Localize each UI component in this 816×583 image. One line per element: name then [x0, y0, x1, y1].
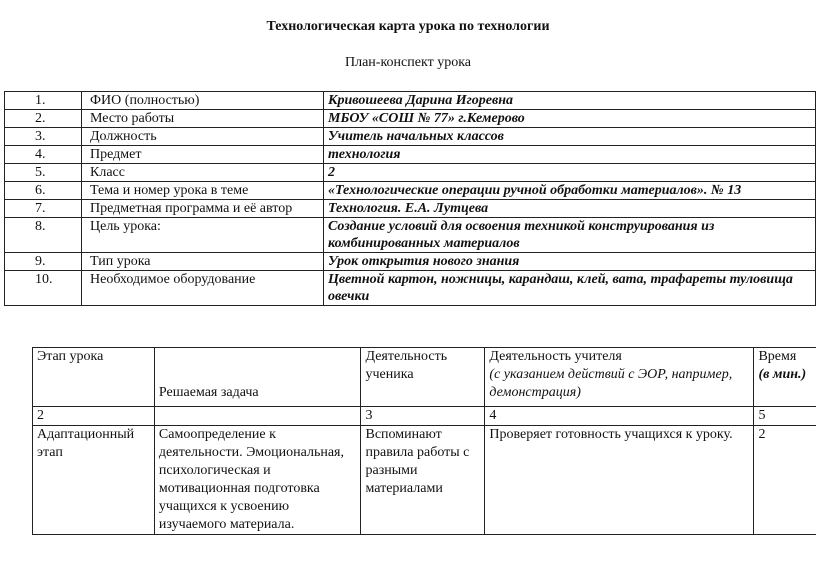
teacher-cell: Проверяет готовность учащихся к уроку. — [485, 426, 754, 535]
number-cell: 4 — [485, 407, 754, 426]
info-value: «Технологические операции ручной обработки материалов». № 13 — [324, 182, 816, 200]
info-number: 1. — [5, 92, 82, 110]
info-value: МБОУ «СОШ № 77» г.Кемерово — [324, 110, 816, 128]
header-teacher-note: (с указанием действий с ЭОР, например, демонстрация) — [489, 367, 733, 400]
lesson-number-row — [33, 407, 816, 426]
header-time: Время (в мин.) — [754, 348, 816, 407]
task-cell: Самоопределение к деятельности. Эмоциональная, психологическая и мотивационная подготовка учащихся к усвоению изучаемого материала. — [154, 426, 361, 535]
info-row — [5, 110, 816, 128]
info-value: Урок открытия нового знания — [324, 253, 816, 271]
info-label: Место работы — [82, 110, 324, 128]
info-row — [5, 253, 816, 271]
info-number: 2. — [5, 110, 82, 128]
lesson-header-row — [33, 348, 816, 407]
info-number: 7. — [5, 200, 82, 218]
info-label: Класс — [82, 164, 324, 182]
info-row — [5, 164, 816, 182]
lesson-row — [33, 426, 816, 535]
info-value: Кривошеева Дарина Игоревна — [324, 92, 816, 110]
info-label: ФИО (полностью) — [82, 92, 324, 110]
header-stage: Этап урока — [33, 348, 155, 407]
info-number: 5. — [5, 164, 82, 182]
info-number: 9. — [5, 253, 82, 271]
number-cell: 3 — [361, 407, 485, 426]
info-label: Тема и номер урока в теме — [82, 182, 324, 200]
info-value: Цветной картон, ножницы, карандаш, клей, вата, трафареты туловища овечки — [324, 271, 816, 306]
number-cell — [154, 407, 361, 426]
info-value: 2 — [324, 164, 816, 182]
info-row — [5, 218, 816, 253]
header-student: Деятельность ученика — [361, 348, 485, 407]
info-value: Учитель начальных классов — [324, 128, 816, 146]
info-value: Технология. Е.А. Лутцева — [324, 200, 816, 218]
info-row — [5, 92, 816, 110]
header-task: Решаемая задача — [154, 348, 361, 407]
info-label: Предмет — [82, 146, 324, 164]
info-row — [5, 200, 816, 218]
header-teacher: Деятельность учителя (с указанием действий с ЭОР, например, демонстрация) — [485, 348, 754, 407]
info-label: Предметная программа и её автор — [82, 200, 324, 218]
info-label: Необходимое оборудование — [82, 271, 324, 306]
info-number: 8. — [5, 218, 82, 253]
info-number: 3. — [5, 128, 82, 146]
number-cell: 5 — [754, 407, 816, 426]
document-title: Технологическая карта урока по технологии — [266, 19, 550, 34]
info-row — [5, 271, 816, 306]
lesson-table — [32, 347, 816, 535]
student-cell: Вспоминают правила работы с разными материалами — [361, 426, 485, 535]
info-label: Цель урока: — [82, 218, 324, 253]
info-row — [5, 182, 816, 200]
info-number: 4. — [5, 146, 82, 164]
info-row — [5, 128, 816, 146]
info-row — [5, 146, 816, 164]
number-cell: 2 — [33, 407, 155, 426]
document-subtitle: План-конспект урока — [344, 55, 471, 70]
info-value: технология — [324, 146, 816, 164]
info-table — [4, 91, 816, 306]
info-label: Тип урока — [82, 253, 324, 271]
time-cell: 2 — [754, 426, 816, 535]
stage-cell: Адаптационный этап — [33, 426, 155, 535]
info-number: 6. — [5, 182, 82, 200]
info-number: 10. — [5, 271, 82, 306]
info-label: Должность — [82, 128, 324, 146]
info-value: Создание условий для освоения техникой конструирования из комбинированных материалов — [324, 218, 816, 253]
header-time-unit: (в мин.) — [758, 367, 807, 382]
